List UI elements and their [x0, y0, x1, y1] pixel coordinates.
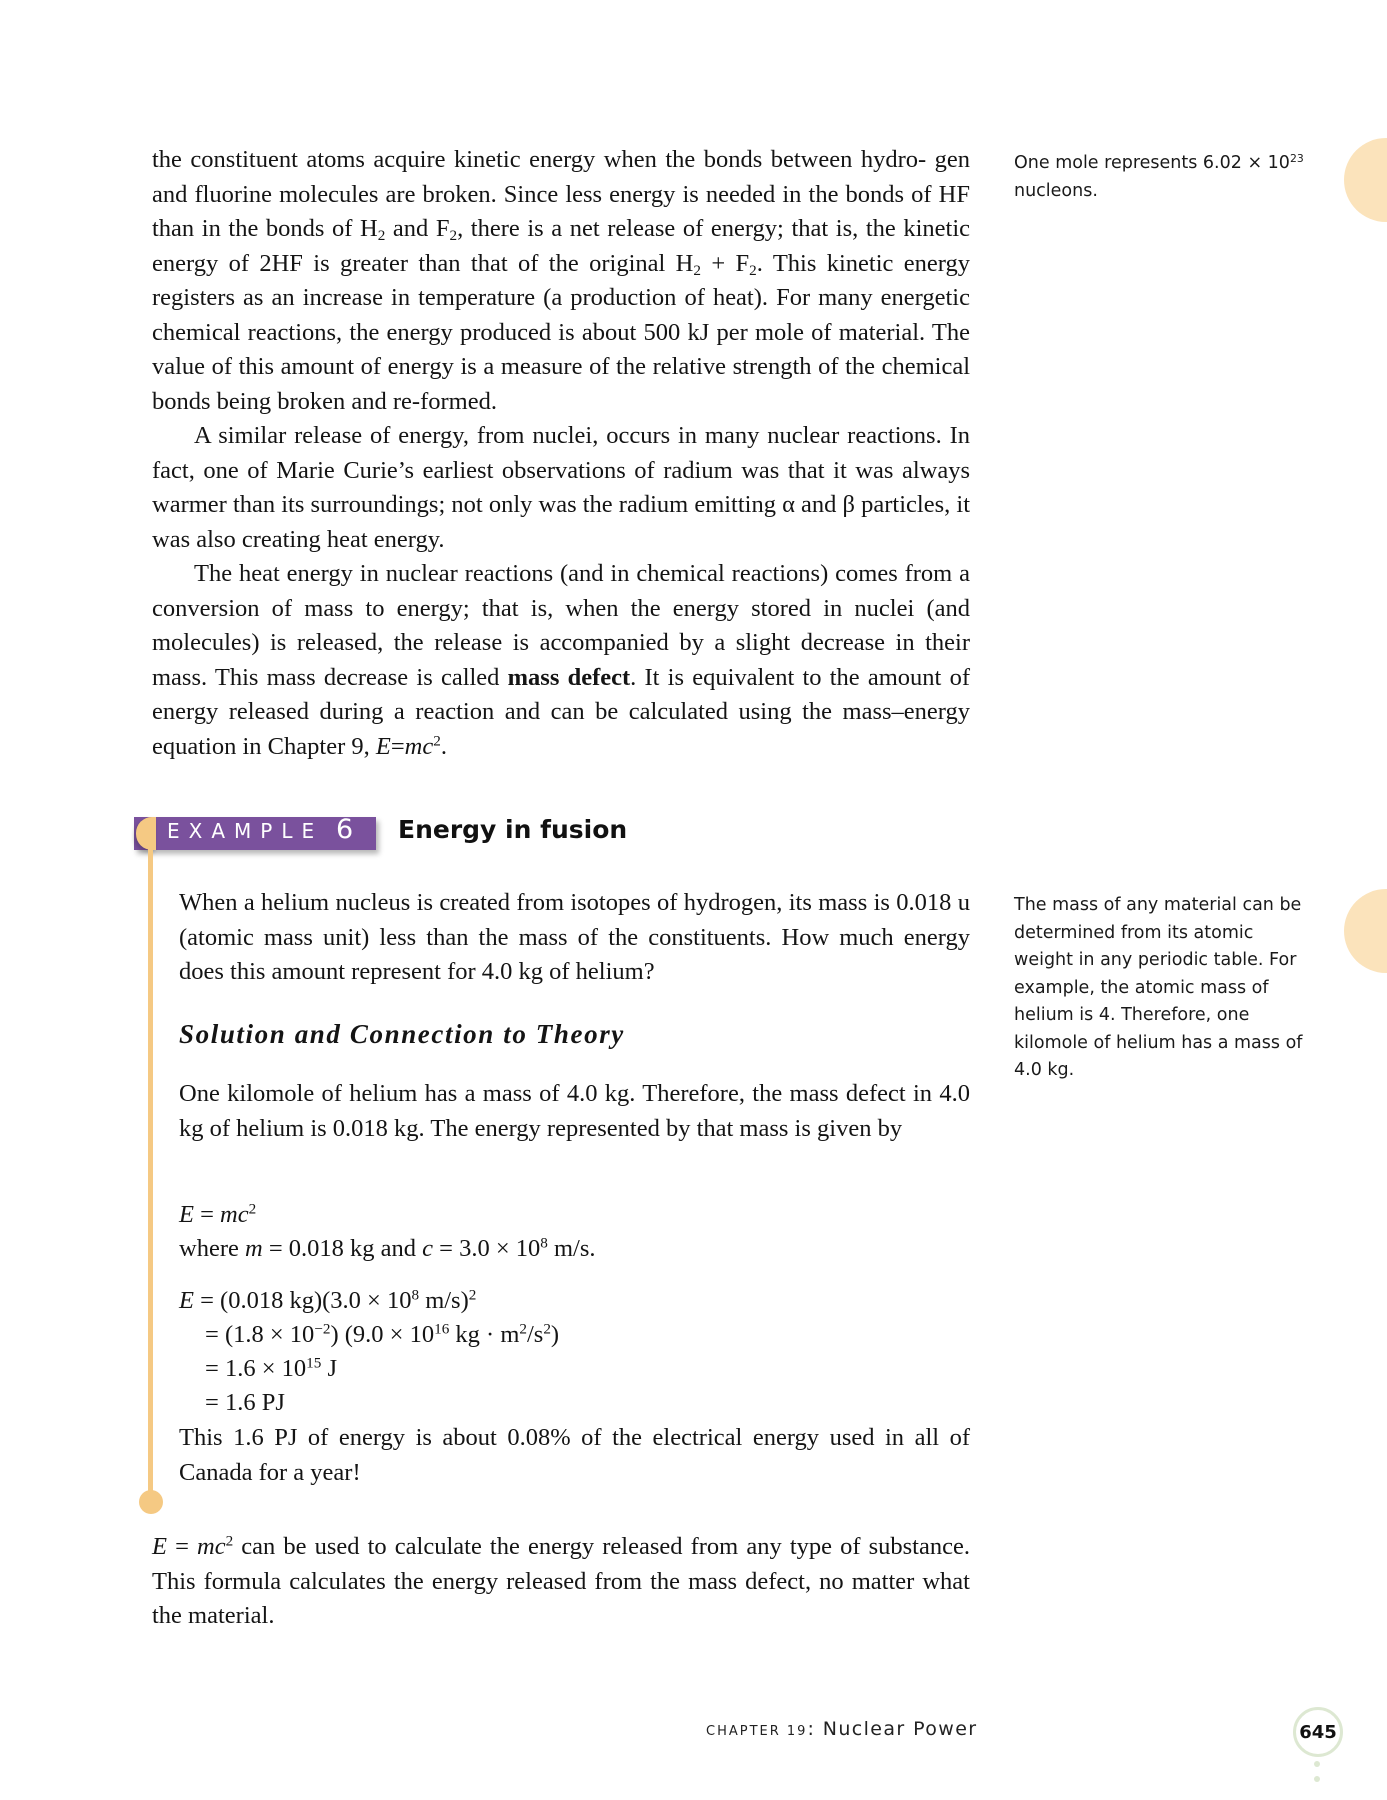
running-footer-chapter: CHAPTER 19: Nuclear Power — [706, 1718, 978, 1740]
paragraph-chemical-bonds: the constituent atoms acquire kinetic energy when the bonds between hydro- gen and fluorine molecules are broken. Since less energy is needed in the bonds of HF than in the bonds of $H_2$ and $F_2$, there is a net release of energy; that is, the kinetic energy of 2HF is greater than that of the original $H_2 + F_2$. This kinetic energy registers as an increase in temperature (a production of heat). For many energetic chemical reactions, the energy produced is about 500 kJ per mole of material. The value of this amount of energy is a measure of the relative strength of the chemical bonds being broken and re-formed. — [152, 146, 971, 415]
paragraph-e-mc2-general: $E = mc^2$ can be used to calculate the energy released from any type of substance. This formula calculates the energy released from the mass defect, no matter what the material. — [152, 1532, 970, 1629]
page-edge-tab-top — [1344, 138, 1387, 222]
example-problem: When a helium nucleus is created from isotopes of hydrogen, its mass is 0.018 u (atomic mass unit) less than the mass of the constituents. How much energy does this amount represent for 4.0 kg of helium? — [179, 889, 970, 985]
equation-e-mc2: $E = mc^2$ — [179, 1200, 257, 1228]
body-text-bottom — [152, 1530, 970, 1634]
term-mass-defect: mass defect — [507, 663, 631, 691]
page-edge-tab-middle — [1344, 889, 1387, 973]
page-number-dot — [1314, 1761, 1320, 1767]
calculation-line-1: E = (0.018 $kg)(3.0 \times 10^8$ m/s)$^2$ — [179, 1286, 477, 1314]
margin-note-atomic-mass: The mass of any material can be determined from its atomic weight in any periodic table. For example, the atomic mass of helium is 4. Therefore, one kilomole of helium has a mass of 4.0 kg. — [1014, 895, 1303, 1080]
calculation-line-3: = $1.6 \times 10^{15}$ J — [205, 1354, 337, 1382]
calculation-line-2: = $(1.8 \times 10^{-2})$ ($9.0 \times 10^{16}$ kg · $m^2/s^2$) — [205, 1320, 560, 1348]
margin-note-mole: One mole represents $6.02 \times 10^{23}$ nucleons. — [1014, 152, 1304, 201]
example-rail-end-dot — [139, 1490, 163, 1514]
example-number: 6 — [336, 814, 354, 845]
page-number: 645 — [1293, 1707, 1343, 1757]
equation-where: where m = 0.018 kg and $c = 3.0 \times 10^8$ m/s. — [179, 1234, 596, 1262]
calculation-line-4: = 1.6 PJ — [205, 1389, 285, 1416]
example-side-rail — [148, 840, 153, 1500]
solution-heading: Solution and Connection to Theory — [179, 1019, 625, 1049]
example-conclusion: This 1.6 PJ of energy is about 0.08% of the electrical energy used in all of Canada for a year! — [179, 1424, 970, 1486]
body-text-top — [152, 143, 970, 764]
paragraph-mass-defect: The heat energy in nuclear reactions (and in chemical reactions) comes from a conversion of mass to energy; that is, when the energy stored in nuclei (and molecules) is released, the release is accompanied by a slight decrease in their mass. This mass decrease is called mass defect. It is equivalent to the amount of energy released during a reaction and can be calculated using the mass–energy equation in Chapter 9, $E=mc^2$. — [152, 560, 970, 760]
example-label: EXAMPLE — [167, 819, 324, 843]
paragraph-marie-curie: A similar release of energy, from nuclei, occurs in many nuclear reactions. In fact, one of Marie Curie’s earliest observations of radium was that it was always warmer than its surroundings; not only was the radium emitting α and β particles, it was also creating heat energy. — [152, 422, 970, 553]
page-number-dot — [1314, 1776, 1320, 1782]
example-title: Energy in fusion — [398, 815, 628, 844]
solution-text: One kilomole of helium has a mass of 4.0 kg. Therefore, the mass defect in 4.0 kg of helium is 0.018 kg. The energy represented by that mass is given by — [179, 1080, 970, 1142]
